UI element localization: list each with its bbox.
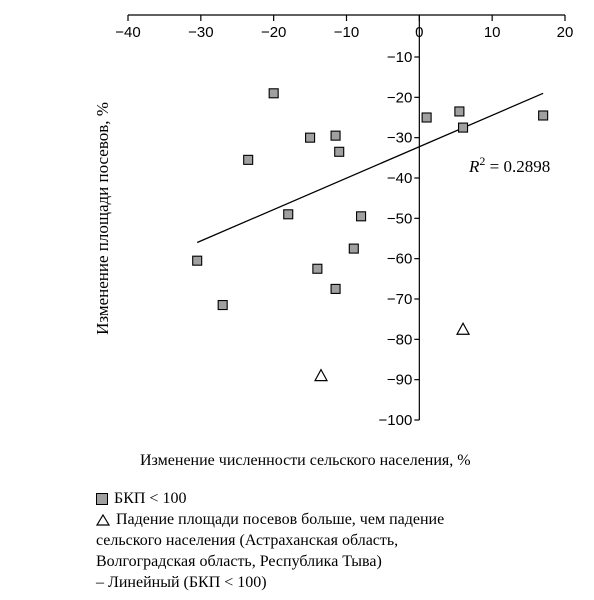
square-point bbox=[269, 89, 278, 98]
x-tick-label: 20 bbox=[556, 24, 574, 41]
triangle-point bbox=[457, 323, 469, 334]
square-point bbox=[459, 123, 468, 132]
x-tick-label: 0 bbox=[415, 24, 424, 41]
x-tick-label: −40 bbox=[115, 24, 141, 41]
axes bbox=[128, 15, 565, 420]
legend-item-triangle bbox=[96, 509, 576, 530]
square-marker-icon bbox=[96, 493, 108, 505]
x-axis-title: Изменение численности сельского населения, % bbox=[140, 452, 471, 469]
y-tick-label: −50 bbox=[386, 210, 413, 228]
y-tick-label: −60 bbox=[386, 250, 413, 268]
legend-item-triangle-line1: Падение площади посевов больше, чем падение bbox=[116, 511, 445, 528]
square-point bbox=[357, 212, 366, 221]
square-point bbox=[306, 133, 315, 142]
square-point bbox=[331, 131, 340, 140]
square-point bbox=[193, 256, 202, 265]
r-squared-annotation: $R^2 = 0.2898$ bbox=[469, 153, 551, 176]
y-axis-title: Изменение площади посевов, % bbox=[93, 102, 112, 335]
square-point bbox=[218, 301, 227, 310]
y-tick-label: −40 bbox=[386, 170, 413, 187]
legend-item-bkp bbox=[96, 488, 576, 509]
y-tick-label: −30 bbox=[386, 129, 413, 147]
triangle-point bbox=[315, 370, 327, 381]
square-point bbox=[539, 111, 548, 120]
legend-item-triangle-line3: Волгоградская область, Республика Тыва) bbox=[96, 553, 382, 570]
y-tick-label: −70 bbox=[386, 291, 413, 308]
square-point bbox=[331, 284, 340, 293]
legend-item-linear: – Линейный (БКП < 100) bbox=[96, 574, 267, 591]
x-tick-label: 10 bbox=[483, 24, 501, 41]
square-point bbox=[313, 264, 322, 273]
y-tick-label: −20 bbox=[386, 89, 413, 107]
square-point bbox=[335, 147, 344, 156]
labels-layer bbox=[93, 24, 573, 429]
triangle-marker-icon bbox=[96, 514, 110, 526]
legend bbox=[96, 488, 576, 593]
square-point bbox=[244, 155, 253, 164]
y-tick-label: −100 bbox=[378, 412, 413, 429]
y-tick-label: −10 bbox=[386, 49, 413, 66]
x-tick-label: −20 bbox=[260, 24, 287, 41]
points-layer bbox=[193, 89, 551, 381]
square-point bbox=[349, 244, 358, 253]
square-point bbox=[284, 210, 293, 219]
legend-item-bkp-label: БКП < 100 bbox=[114, 490, 187, 507]
legend-item-triangle-line2: сельского населения (Астраханская область, bbox=[96, 532, 399, 549]
square-point bbox=[455, 107, 464, 116]
y-tick-label: −90 bbox=[386, 371, 413, 389]
x-tick-label: −30 bbox=[188, 24, 214, 41]
x-tick-label: −10 bbox=[333, 24, 360, 41]
y-tick-label: −80 bbox=[386, 331, 413, 349]
square-point bbox=[422, 113, 431, 122]
